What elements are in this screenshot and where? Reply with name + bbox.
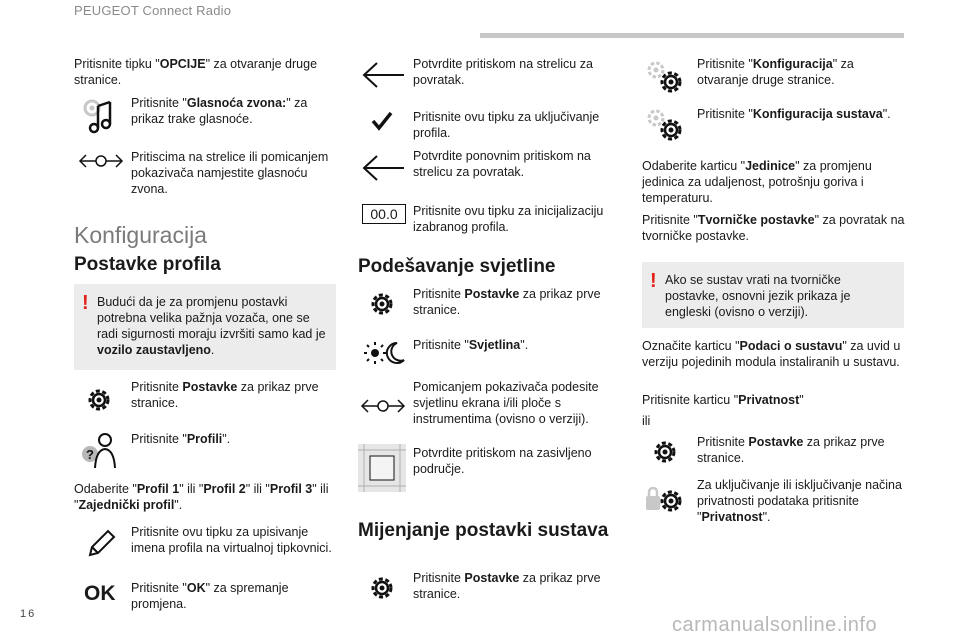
inicijalizaciju-instruction: Pritisnite ovu tipku za inicijalizaciju izabranog profila. [413, 204, 604, 234]
gear-icon [367, 289, 397, 319]
warning-icon: ! [82, 292, 89, 314]
gear-icon [367, 573, 397, 603]
page-header-title: PEUGEOT Connect Radio [74, 3, 232, 18]
postavke-instruction-3: Pritisnite Postavke za prikaz prve stranice. [413, 571, 601, 601]
upisivanje-instruction: Pritisnite ovu tipku za upisivanje imena profila na virtualnoj tipkovnici. [131, 525, 332, 555]
strelice-instruction: Pritiscima na strelice ili pomicanjem pokazivača namjestite glasnoću zvona. [131, 150, 329, 196]
back-arrow-icon [360, 153, 406, 183]
brightness-icon [364, 340, 406, 366]
strelica-ponovno-instruction: Potvrdite ponovnim pritiskom na strelicu za povratak. [413, 149, 591, 179]
odaberite-profil-instruction: Odaberite "Profil 1" ili "Profil 2" ili "Profil 3" ili "Zajednički profil". [74, 482, 329, 512]
watermark: carmanualsonline.info [672, 614, 878, 636]
ok-instruction: Pritisnite "OK" za spremanje promjena. [131, 581, 289, 611]
privatnost-instruction: Pritisnite karticu "Privatnost" [642, 393, 804, 407]
heading-svjetline: Podešavanje svjetline [358, 256, 556, 277]
opcije-instruction: Pritisnite tipku "OPCIJE" za otvaranje druge stranice. [74, 57, 318, 87]
podaci-instruction: Označite karticu "Podaci o sustavu" za uvid u verziju pojedinih modula instaliranih u sustavu. [642, 339, 901, 369]
svjetlina-instruction: Pritisnite "Svjetlina". [413, 338, 529, 352]
slider-arrows-icon [78, 150, 124, 172]
privacy-lock-gear-icon [644, 484, 688, 518]
slider-arrows-icon [360, 395, 406, 417]
ukljucivanje-instruction: Pritisnite ovu tipku za uključivanje profila. [413, 110, 600, 140]
back-arrow-icon [360, 60, 406, 90]
privatnosti-instruction: Za uključivanje ili isključivanje načina privatnosti podataka pritisnite "Privatnost". [697, 478, 902, 524]
zasivljeno-instruction: Potvrdite pritiskom na zasivljeno područje. [413, 446, 592, 476]
checkmark-icon [370, 110, 394, 132]
header-bar [480, 33, 904, 38]
gear-music-icon [78, 96, 122, 136]
postavke-instruction-4: Pritisnite Postavke za prikaz prve stranice. [697, 435, 885, 465]
double-gear-icon [644, 58, 688, 98]
heading-postavke-profila: Postavke profila [74, 254, 221, 275]
warning-icon: ! [650, 270, 657, 292]
greyed-area-icon [358, 444, 406, 492]
reset-counter-icon: 00.0 [362, 204, 406, 224]
strelica-povratak-instruction: Potvrdite pritiskom na strelicu za povratak. [413, 57, 593, 87]
ili-text: ili [642, 414, 651, 428]
profile-question-icon [78, 428, 122, 472]
double-gear-icon [644, 106, 688, 146]
ok-button-label: OK [84, 582, 116, 605]
section-title: Konfiguracija [74, 222, 207, 248]
postavke-instruction: Pritisnite Postavke za prikaz prve stranice. [131, 380, 319, 410]
konfiguracija-instruction: Pritisnite "Konfiguracija" za otvaranje druge stranice. [697, 57, 854, 87]
warning-text: Budući da je za promjenu postavki potrebna velika pažnja vozača, one se radi sigurnosti moraju izvršiti samo kad je vozilo zaustavljeno. [97, 295, 326, 357]
pencil-icon [86, 527, 116, 559]
jedinice-instruction: Odaberite karticu "Jedinice" za promjenu jedinica za udaljenost, potrošnju goriva i temperaturu. [642, 159, 872, 205]
gear-icon [84, 385, 114, 415]
warning-box-profila [74, 284, 336, 370]
postavke-instruction-2: Pritisnite Postavke za prikaz prve stranice. [413, 287, 601, 317]
pomicanjem-instruction: Pomicanjem pokazivača podesite svjetlinu ekrana i/ili ploče s instrumentima (ovisno o verziji). [413, 380, 599, 426]
gear-icon [650, 437, 680, 467]
svg-text:?: ? [86, 447, 94, 462]
profili-instruction: Pritisnite "Profili". [131, 432, 231, 446]
tvornicke-instruction: Pritisnite "Tvorničke postavke" za povratak na tvorničke postavke. [642, 213, 905, 243]
konfiguracija-sustava-instruction: Pritisnite "Konfiguracija sustava". [697, 107, 891, 121]
page-number: 16 [20, 608, 37, 620]
warning-box-tvornicke [642, 262, 904, 328]
warning-text: Ako se sustav vrati na tvorničke postavke, osnovni jezik prikaza je engleski (ovisno o verziji). [665, 273, 851, 319]
glasnoca-instruction: Pritisnite "Glasnoća zvona:" za prikaz trake glasnoće. [131, 96, 308, 126]
heading-postavki-sustava: Mijenjanje postavki sustava [358, 520, 609, 541]
